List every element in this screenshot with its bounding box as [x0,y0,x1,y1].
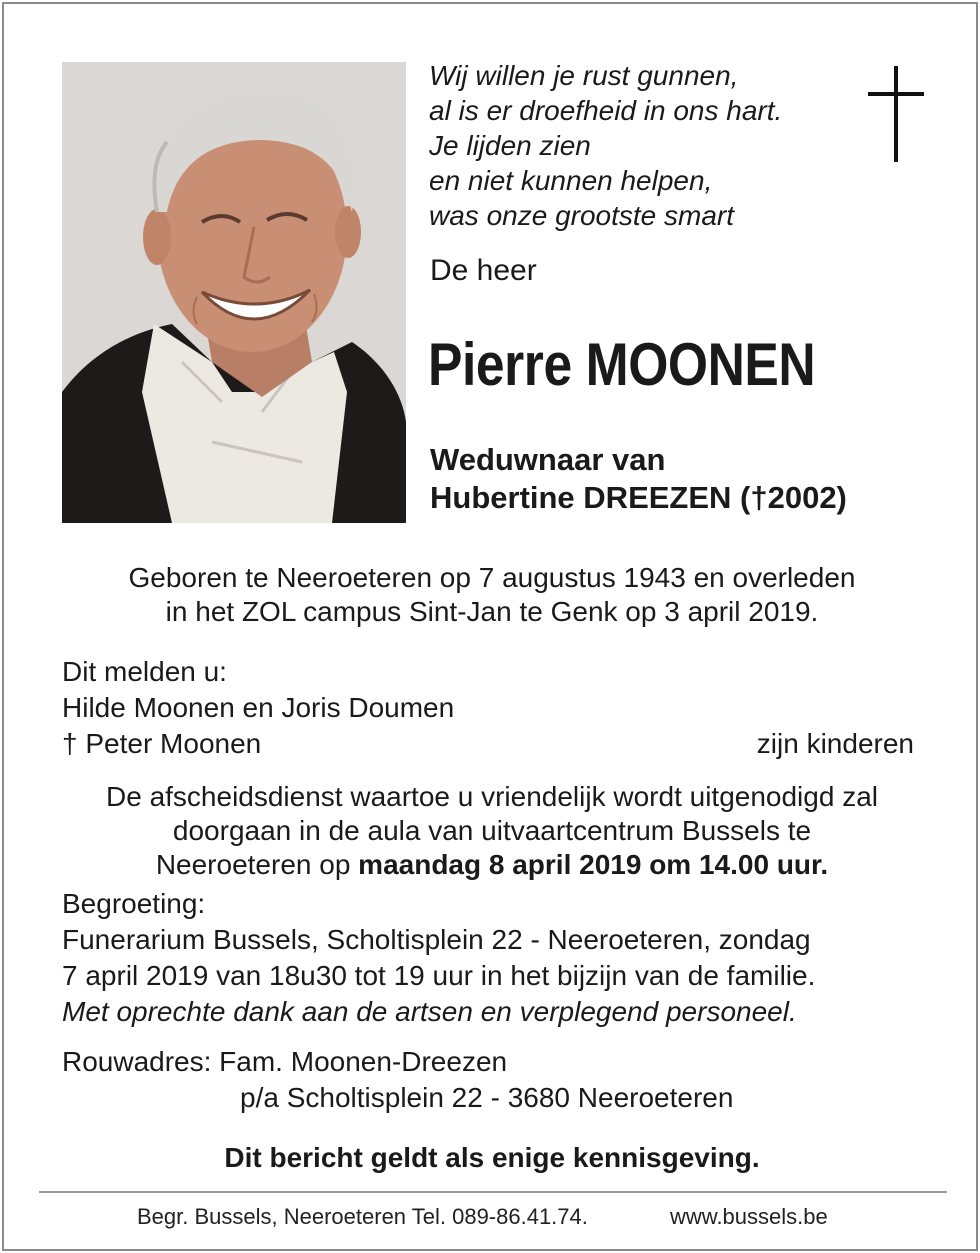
cross-icon [868,66,924,162]
announcer-person: Hilde Moonen en Joris Doumen [62,692,455,723]
relation-label: zijn kinderen [756,728,914,759]
announce-heading: Dit melden u: [62,656,227,687]
service-line [44,848,940,882]
poem-line: Je lijden zien [429,130,591,161]
undertaker-info: Begr. Bussels, Neeroeteren Tel. 089-86.41.74. [137,1204,588,1229]
poem-line: was onze grootste smart [429,200,735,231]
portrait-illustration [62,62,406,523]
death-line: in het ZOL campus Sint-Jan te Genk op 3 april 2019. [165,596,819,627]
announcer-person: † Peter Moonen [62,728,262,759]
address-line: p/a Scholtisplein 22 - 3680 Neeroeteren [240,1082,734,1113]
greeting-info [62,886,815,1030]
notice: Dit bericht geldt als enige kennisgeving. [224,1142,760,1173]
service-date: maandag 8 april 2019 om 14.00 uur. [358,849,829,880]
service-line: De afscheidsdienst waartoe u vriendelijk wordt uitgenodigd zal [106,781,878,812]
greeting-heading: Begroeting: [62,888,206,919]
deceased-name: Pierre MOONEN [428,331,816,398]
announcers [62,654,454,762]
poem-line: en niet kunnen helpen, [429,165,713,196]
service-date-prefix: Neeroeteren op [155,849,359,880]
address-line: Rouwadres: Fam. Moonen-Dreezen [62,1046,508,1077]
divider [39,1191,947,1193]
birth-line: Geboren te Neeroeteren op 7 augustus 1943 en overleden [128,562,856,593]
poem-line: al is er droefheid in ons hart. [429,95,783,126]
spouse-line: Weduwnaar van [430,442,666,477]
service-info [44,780,940,882]
thanks-line: Met oprechte dank aan de artsen en verplegend personeel. [62,996,797,1027]
spouse-info [430,441,847,517]
birth-death-info [44,561,940,629]
honorific: De heer [430,254,537,287]
greeting-line: 7 april 2019 van 18u30 tot 19 uur in het bijzijn van de familie. [62,960,816,991]
greeting-line: Funerarium Bussels, Scholtisplein 22 - Neeroeteren, zondag [62,924,811,955]
mourning-address [62,1044,733,1116]
service-line: doorgaan in de aula van uitvaartcentrum Bussels te [172,815,812,846]
portrait-photo [62,62,406,523]
website-link[interactable]: www.bussels.be [670,1204,828,1229]
obituary-card [2,2,978,1251]
poem-line: Wij willen je rust gunnen, [429,60,739,91]
poem [429,58,849,233]
spouse-line: Hubertine DREEZEN (†2002) [430,480,847,515]
